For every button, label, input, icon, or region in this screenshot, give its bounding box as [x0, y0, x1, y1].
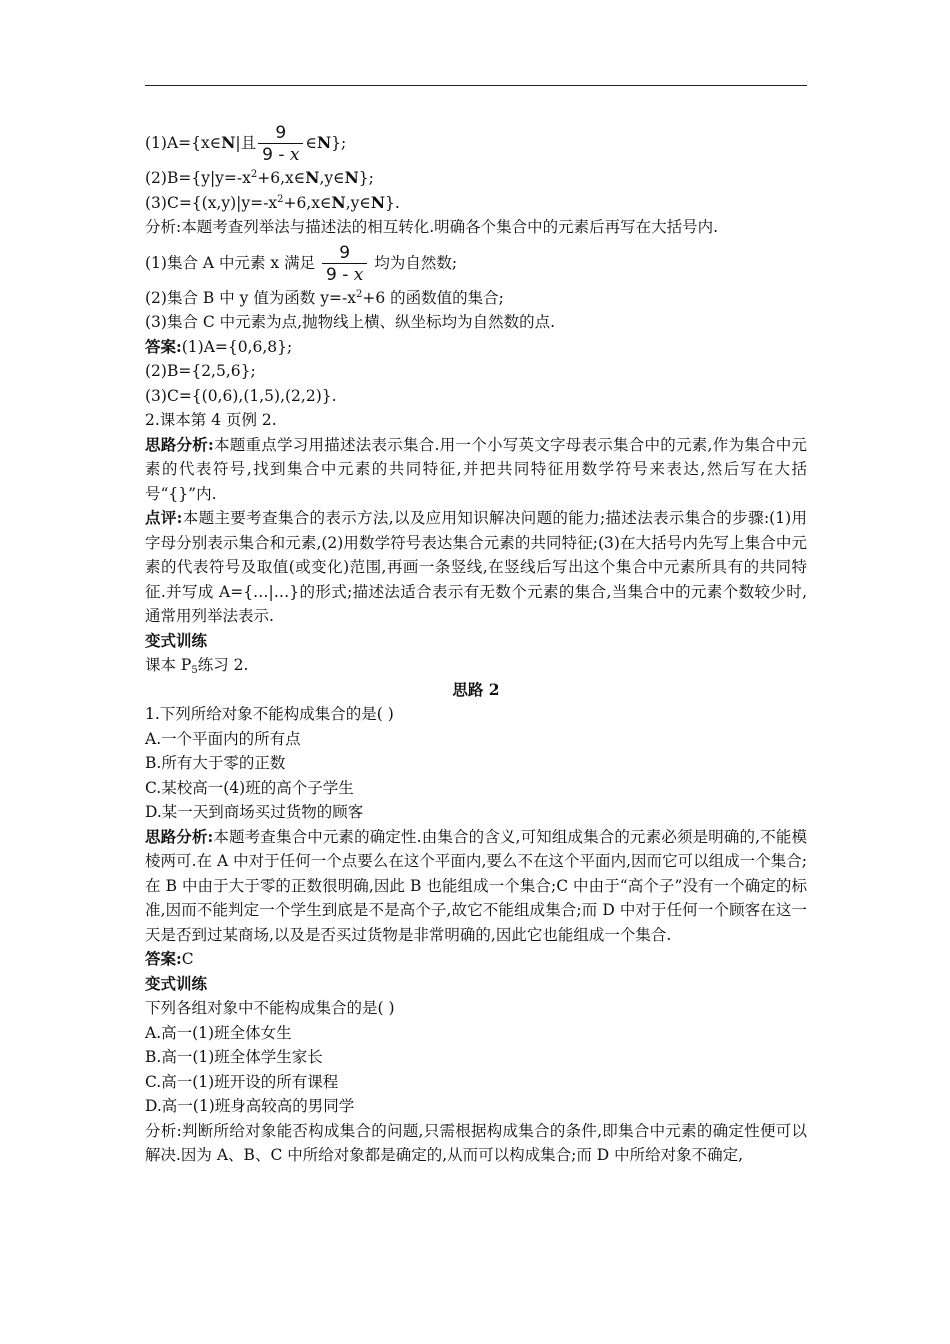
answer-2: 答案:C: [145, 949, 194, 968]
analysis-text: 分析:本题考查列举法与描述法的相互转化.明确各个集合中的元素后再写在大括号内.: [145, 218, 719, 236]
variant-training-title-2: 变式训练: [145, 973, 208, 993]
answer-1: 答案:(1)A={0,6,8};: [145, 336, 293, 356]
question-2-option-a: A.高一(1)班全体女生: [145, 1023, 292, 1042]
thinking-analysis-1: 思路分析:本题重点学习用描述法表示集合.用一个小写英文字母表示集合中的元素,作为集合中元素的代表符号,找到集合中元素的共同特征,并把共同特征用数学符号来表达,然后写在大括号“{}”内.: [145, 434, 807, 503]
set-b-definition: $(2)B=\{y|y=-x^2+6,x\in N,y\in N\}$;: [145, 168, 374, 187]
analysis-set-b: (2)集合 B 中 y 值为函数 $y=-x^2+6$ 的函数值的集合;: [145, 288, 504, 307]
example-2-title: 2.课本第 4 页例 2.: [145, 411, 277, 429]
fraction: $\frac{9}{9 - x}$: [322, 243, 367, 285]
analysis-2: 分析:判断所给对象能否构成集合的问题,只需根据构成集合的条件,即集合中元素的确定性便可以解决.因为 A、B、C 中所给对象都是确定的,从而可以构成集合;而 D 中所给对象不确定,: [145, 1121, 807, 1164]
thinking-analysis-2: 思路分析:本题考查集合中元素的确定性.由集合的含义,可知组成集合的元素必须是明确的,不能模棱两可.在 A 中对于任何一个点要么在这个平面内,要么不在这个平面内,因而它可以组成一个集合;在 B 中由于大于零的正数很明确,因此 B 也能组成一个集合;C 中由于“高个子”没有一个确定的标准,因而不能判定一个学生到底是不是高个子,故它不能组成集合;而 D 中对于任何一个顾客在这一天是否到过某商场,以及是否买过货物是非常明确的,因此它也能组成一个集合.: [145, 826, 807, 944]
header-rule: [145, 85, 807, 86]
fraction: $\frac{9}{9 - x}$: [258, 123, 303, 165]
question-2-stem: 下列各组对象中不能构成集合的是( ): [145, 999, 395, 1017]
question-2-option-b: B.高一(1)班全体学生家长: [145, 1048, 323, 1066]
thinking-label: 思路分析:: [145, 826, 214, 846]
question-1-option-b: B.所有大于零的正数: [145, 754, 286, 772]
set-a-definition: (1)A={x∈N|且 $\frac{9}{9 - x}$ ∈N};: [145, 123, 347, 165]
thinking-label: 思路分析:: [145, 434, 214, 454]
analysis-set-a: (1)集合 A 中元素 x 满足 $\frac{9}{9 - x}$ 均为自然数;: [145, 242, 458, 285]
comment-label: 点评:: [145, 508, 183, 527]
answer-1-c: (3)C={(0,6),(1,5),(2,2)}.: [145, 386, 337, 405]
comment: 点评:本题主要考查集合的表示方法,以及应用知识解决问题的能力;描述法表示集合的步骤:(1)用字母分别表示集合和元素,(2)用数学符号表达集合元素的共同特征;(3)在大括号内先写上集合中元素的代表符号及取值(或变化)范围,再画一条竖线,在竖线后写出这个集合中元素所具有的共同特征.并写成 A={…|…}的形式;描述法适合表示有无数个元素的集合,当集合中的元素个数较少时,通常用列举法表示.: [145, 508, 807, 625]
question-2-option-d: D.高一(1)班身高较高的男同学: [145, 1097, 355, 1115]
answer-label: 答案:: [145, 336, 182, 356]
question-1-option-a: A.一个平面内的所有点: [145, 729, 301, 748]
question-1-option-d: D.某一天到商场买过货物的顾客: [145, 803, 364, 821]
variant-training-title: 变式训练: [145, 630, 208, 650]
document-body: [145, 120, 807, 1168]
question-1-stem: 1.下列所给对象不能构成集合的是( ): [145, 705, 394, 723]
section-title: 思路 2: [452, 679, 500, 699]
set-c-definition: $(3)C=\{(x,y)|y=-x^2+6,x\in N,y\in N\}$.: [145, 192, 400, 212]
analysis-set-c: (3)集合 C 中元素为点,抛物线上横、纵坐标均为自然数的点.: [145, 313, 556, 331]
question-2-option-c: C.高一(1)班开设的所有课程: [145, 1072, 339, 1091]
variant-training-text: 课本 $P_5$练习 2.: [145, 656, 249, 676]
answer-1-b: (2)B={2,5,6};: [145, 362, 256, 380]
question-1-option-c: C.某校高一(4)班的高个子学生: [145, 778, 354, 797]
answer-label: 答案:: [145, 949, 182, 968]
